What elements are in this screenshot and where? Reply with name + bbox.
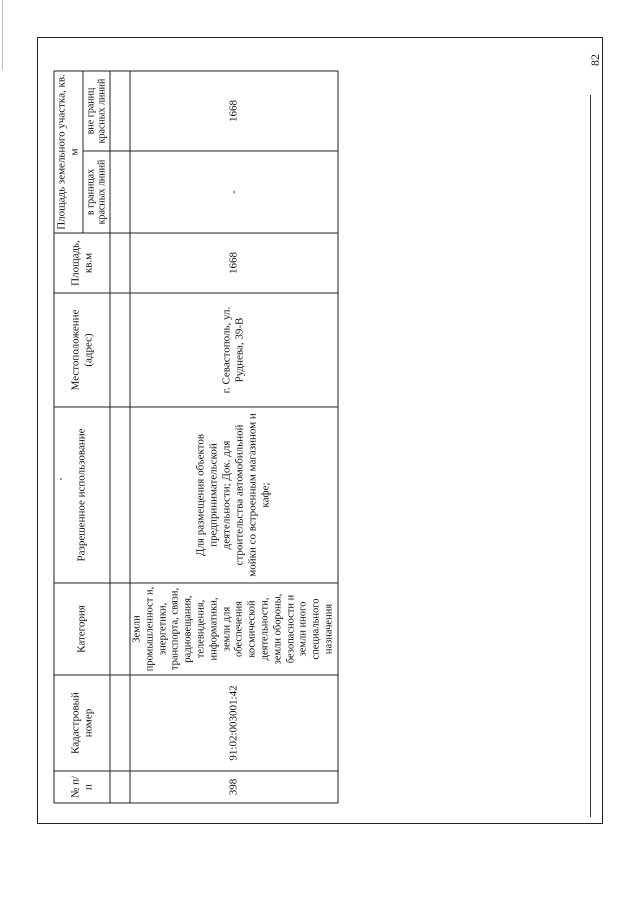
header-within-red-lines: в границах красных линий <box>83 151 110 233</box>
page-rule <box>590 95 591 817</box>
header-category: Категория <box>54 583 110 675</box>
table-header-row <box>54 70 83 802</box>
page-number: 82 <box>588 54 602 66</box>
table-spacer-row <box>110 70 130 802</box>
header-location: Местоположение (адрес) <box>54 293 110 407</box>
table-row <box>130 70 338 802</box>
rotated-table-wrapper <box>54 71 337 803</box>
header-outside-red-lines: вне границ красных линий <box>83 70 110 150</box>
cell-area: 1668 <box>130 233 338 293</box>
cell-location: г. Севастополь, ул. Руднева, 39-В <box>130 293 338 407</box>
header-parcel-area-group: Площадь земельного участка, кв. м <box>54 70 83 232</box>
cell-permitted-use: Для размещения объектов предпринимательской деятельности; Док. для строительства автомобильной мойки со встроенным магазином и кафе; <box>130 407 338 583</box>
cell-cadastral: 91:02:003001:42 <box>130 675 338 771</box>
cell-num: 398 <box>130 771 338 803</box>
cell-outside-red-lines: 1668 <box>130 70 338 150</box>
header-num: № п/п <box>54 771 110 803</box>
land-parcel-table <box>54 70 339 803</box>
header-area: Площадь, кв.м <box>54 233 110 293</box>
scan-edge-mark <box>2 0 3 70</box>
cell-within-red-lines: - <box>130 151 338 233</box>
header-cadastral: Кадастровый номер <box>54 675 110 771</box>
cell-category: Земли промышленност и, энергетики, транспорта, связи, радиовещания, телевидения, информатики, земли для обеспечения космической деятельности, земли обороны, безопасности и земли иного специального назначения <box>130 583 338 675</box>
header-permitted-use: Разрешенное использование <box>54 407 110 583</box>
